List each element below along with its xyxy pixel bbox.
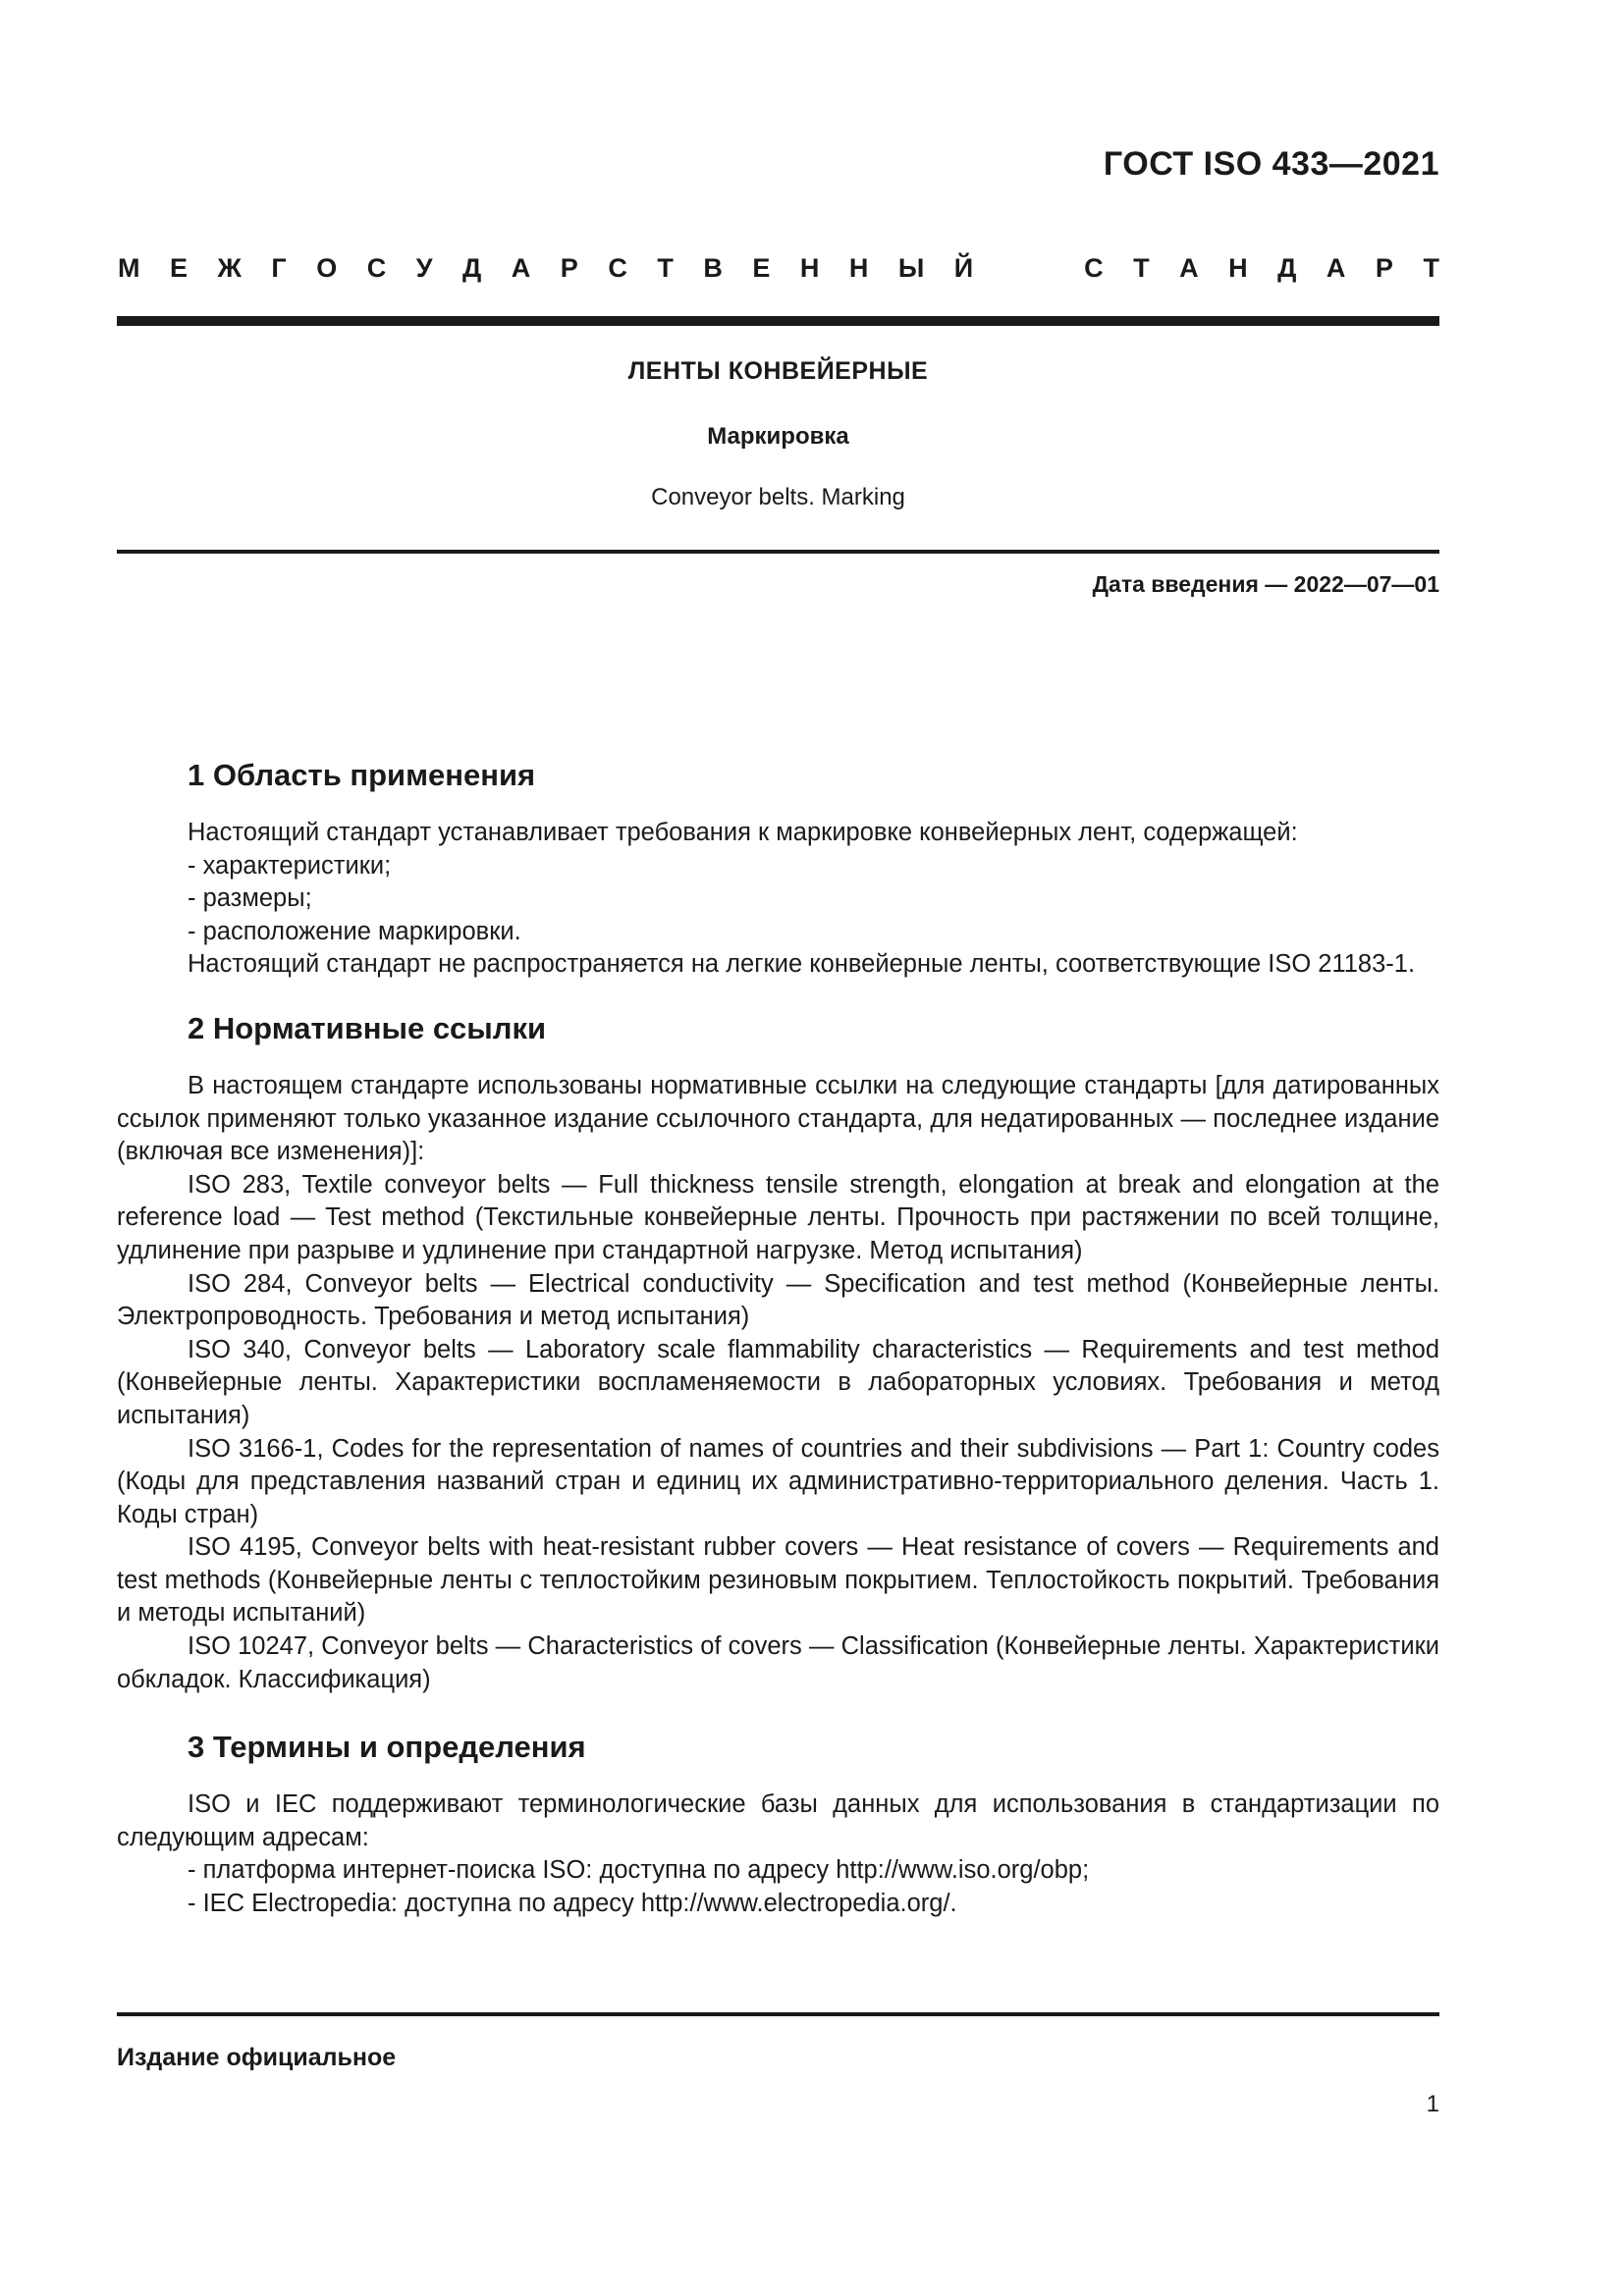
banner-letter: Н xyxy=(1228,253,1248,283)
header-rule xyxy=(117,316,1439,326)
banner-letter: У xyxy=(415,253,433,283)
reference-item: ISO 284, Conveyor belts — Electrical conductivity — Specification and test method (Конвейерные ленты. Электропроводность. Требования и метод испытания) xyxy=(117,1269,1439,1331)
banner-letter: Й xyxy=(953,253,974,283)
banner-letter: Д xyxy=(462,253,482,283)
document-number: ГОСТ ISO 433—2021 xyxy=(1103,145,1439,183)
banner-letter: Д xyxy=(1277,253,1297,283)
list-item: - IEC Electropedia: доступна по адресу http://www.electropedia.org/. xyxy=(188,1890,957,1918)
banner-letter: А xyxy=(1326,253,1346,283)
banner-letter: М xyxy=(118,253,140,283)
footer-rule xyxy=(117,2012,1439,2016)
list-item: - характеристики; xyxy=(188,851,392,880)
banner-letter: Р xyxy=(1375,253,1393,283)
interstate-standard-banner xyxy=(118,253,1439,284)
banner-letter: С xyxy=(1084,253,1104,283)
section-heading: 3 Термины и определения xyxy=(188,1730,586,1765)
section-heading: 2 Нормативные ссылки xyxy=(188,1010,547,1045)
paragraph: ISO и IEC поддерживают терминологические базы данных для использования в стандартизации по следующим адресам: xyxy=(117,1790,1439,1851)
banner-gap xyxy=(1003,253,1055,284)
list-item: - платформа интернет-поиска ISO: доступна по адресу http://www.iso.org/obp; xyxy=(188,1856,1090,1885)
banner-letter: Р xyxy=(560,253,578,283)
banner-letter: Ж xyxy=(217,253,242,283)
reference-item: ISO 340, Conveyor belts — Laboratory scale flammability characteristics — Requirements and test method (Конвейерные ленты. Характеристики воспламеняемости в лабораторных условиях. Требования и метод испытания) xyxy=(117,1335,1439,1429)
standard-subtitle: Маркировка xyxy=(707,423,849,450)
paragraph: Настоящий стандарт не распространяется на легкие конвейерные ленты, соответствующие ISO 21183-1. xyxy=(188,950,1416,979)
banner-letter: А xyxy=(1179,253,1199,283)
document-body xyxy=(117,756,1439,1921)
standard-english-title: Conveyor belts. Marking xyxy=(651,484,905,510)
section-scope xyxy=(117,756,1439,982)
paragraph: В настоящем стандарте использованы нормативные ссылки на следующие стандарты [для датированных ссылок применяют только указанное издание ссылочного стандарта, для недатированных — последнее издание (включая все изменения)]: xyxy=(117,1071,1439,1166)
list-item: - расположение маркировки. xyxy=(188,917,521,945)
official-edition-label: Издание официальное xyxy=(117,2044,397,2071)
list-item: - размеры; xyxy=(188,884,312,913)
banner-letter: Т xyxy=(1423,253,1439,283)
banner-letter: Е xyxy=(752,253,771,283)
banner-letter: В xyxy=(703,253,723,283)
page-number: 1 xyxy=(1426,2091,1439,2117)
banner-letter: С xyxy=(608,253,627,283)
standard-title: ЛЕНТЫ КОНВЕЙЕРНЫЕ xyxy=(627,357,929,385)
paragraph: Настоящий стандарт устанавливает требования к маркировке конвейерных лент, содержащей: xyxy=(188,819,1298,846)
banner-letter: О xyxy=(316,253,338,283)
banner-letter: Т xyxy=(1133,253,1150,283)
introduction-date: Дата введения — 2022—07—01 xyxy=(1092,571,1439,597)
reference-item: ISO 283, Textile conveyor belts — Full thickness tensile strength, elongation at break and elongation at the reference load — Test method (Текстильные конвейерные ленты. Прочность при растяжении по всей толщине, удлинение при разрыве и удлинение при стандартной нагрузке. Метод испытания) xyxy=(117,1170,1439,1264)
title-rule xyxy=(117,550,1439,554)
banner-letter: Н xyxy=(799,253,820,283)
banner-letter: А xyxy=(511,253,531,283)
banner-letter: Т xyxy=(657,253,674,283)
banner-letter: С xyxy=(366,253,387,283)
banner-letter: Ы xyxy=(897,253,925,283)
section-heading: 1 Область применения xyxy=(188,758,536,792)
section-normative-references xyxy=(117,1009,1439,1696)
banner-letter: Г xyxy=(271,253,287,283)
reference-item: ISO 3166-1, Codes for the representation of names of countries and their subdivisions — Part 1: Country codes (Коды для представления названий стран и единиц их административно-территориального деления. Часть 1. Коды стран) xyxy=(117,1434,1439,1528)
section-terms-definitions xyxy=(117,1728,1439,1920)
banner-letter: Е xyxy=(170,253,189,283)
reference-item: ISO 4195, Conveyor belts with heat-resistant rubber covers — Heat resistance of covers — Requirements and test methods (Конвейерные ленты с теплостойким резиновым покрытием. Теплостойкость покрытий. Требования и методы испытаний) xyxy=(117,1533,1439,1628)
banner-letter: Н xyxy=(848,253,869,283)
reference-item: ISO 10247, Conveyor belts — Characteristics of covers — Classification (Конвейерные ленты. Характеристики обкладок. Классификация) xyxy=(117,1632,1439,1693)
